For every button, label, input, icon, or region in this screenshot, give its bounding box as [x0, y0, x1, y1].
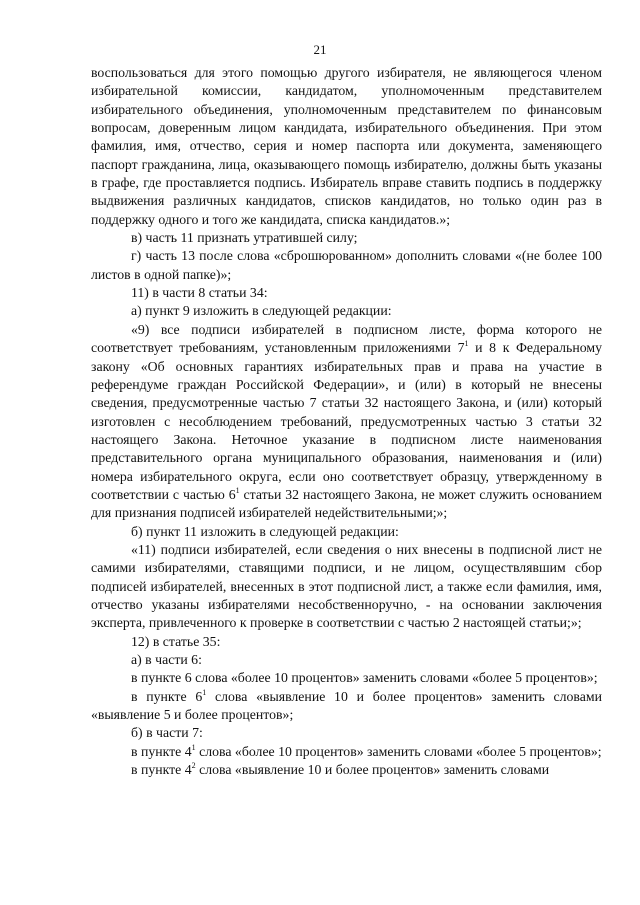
paragraph: г) часть 13 после слова «сброшюрованном» дополнить словами «(не более 100 листов в одной папке)»; [91, 248, 602, 282]
paragraph: б) в части 7: [131, 725, 203, 741]
superscript: 1 [235, 485, 240, 495]
paragraph: а) в части 6: [131, 652, 202, 667]
superscript: 1 [191, 742, 196, 752]
paragraph: в) часть 11 признать утратившей силу; [131, 230, 358, 246]
paragraph: 12) в статье 35: [131, 633, 221, 649]
page-number: 21 [313, 42, 327, 57]
paragraph: 11) в части 8 статьи 34: [131, 285, 268, 301]
paragraph: воспользоваться для этого помощью другого избирателя, не являющегося членом избирательной комиссии, кандидатом, уполномоченным представителем избирательного объединения, уполномоченным представителем по финансовым вопросам, доверенным лицом кандидата, избирательного объединения. При этом фамилия, имя, отчество, серия и номер паспорта или документа, заменяющего паспорт гражданина, лица, оказывающего помощь избирателю, должны быть указаны в графе, где проставляется подпись. Избиратель вправе ставить подпись в поддержку выдвижения различных кандидатов, списков кандидатов, но только один раз в поддержку одного и того же кандидата, списка кандидатов.»; [91, 65, 602, 227]
document-body [91, 64, 602, 779]
paragraph: в пункте 6 слова «более 10 процентов» заменить словами «более 5 процентов»; [131, 670, 598, 686]
paragraph: «11) подписи избирателей, если сведения о них внесены в подписной лист не самими избирателями, ставящими подписи, и не лицом, осуществлявшим сбор подписей избирателей, внесенных в этот подписной лист, а также если фамилия, имя, отчество указаны избирателями несобственноручно, - на основании заключения эксперта, привлеченного к проверке в соответствии с частью 2 настоящей статьи;»; [91, 541, 602, 631]
superscript: 1 [464, 339, 469, 349]
paragraph: в пункте $4^1$ слова «более 10 процентов» заменить словами «более 5 процентов»; [131, 742, 602, 759]
paragraph: «9) все подписи избирателей в подписном листе, форма которого не соответствует требованиям, установленным приложениями $7^1$ и 8 к Федеральному закону «Об основных гарантиях избирательных прав и права на участие в референдуме граждан Российской Федерации», и (или) в который не внесены сведения, предусмотренные частью 7 статьи 32 настоящего Закона, и (или) который изготовлен с несоблюдением требований, предусмотренных частью 3 статьи 32 настоящего Закона. Неточное указание в подписном листе наименования представительного органа муниципального образования, наименования и (или) номера избирательного округа, если оно соответствует образцу, утвержденному в соответствии с частью $6^1$ статьи 32 настоящего Закона, не может служить основанием для признания подписей избирателей недействительными;»; [91, 321, 602, 521]
paragraph: в пункте $4^2$ слова «выявление 10 и более процентов» заменить словами [131, 761, 550, 778]
paragraph: а) пункт 9 изложить в следующей редакции: [131, 303, 392, 319]
paragraph: б) пункт 11 изложить в следующей редакции: [131, 523, 399, 539]
paragraph: в пункте $6^1$ слова «выявление 10 и более процентов» заменить словами «выявление 5 и более процентов»; [91, 687, 603, 723]
superscript: 2 [191, 761, 196, 771]
superscript: 1 [202, 687, 207, 697]
